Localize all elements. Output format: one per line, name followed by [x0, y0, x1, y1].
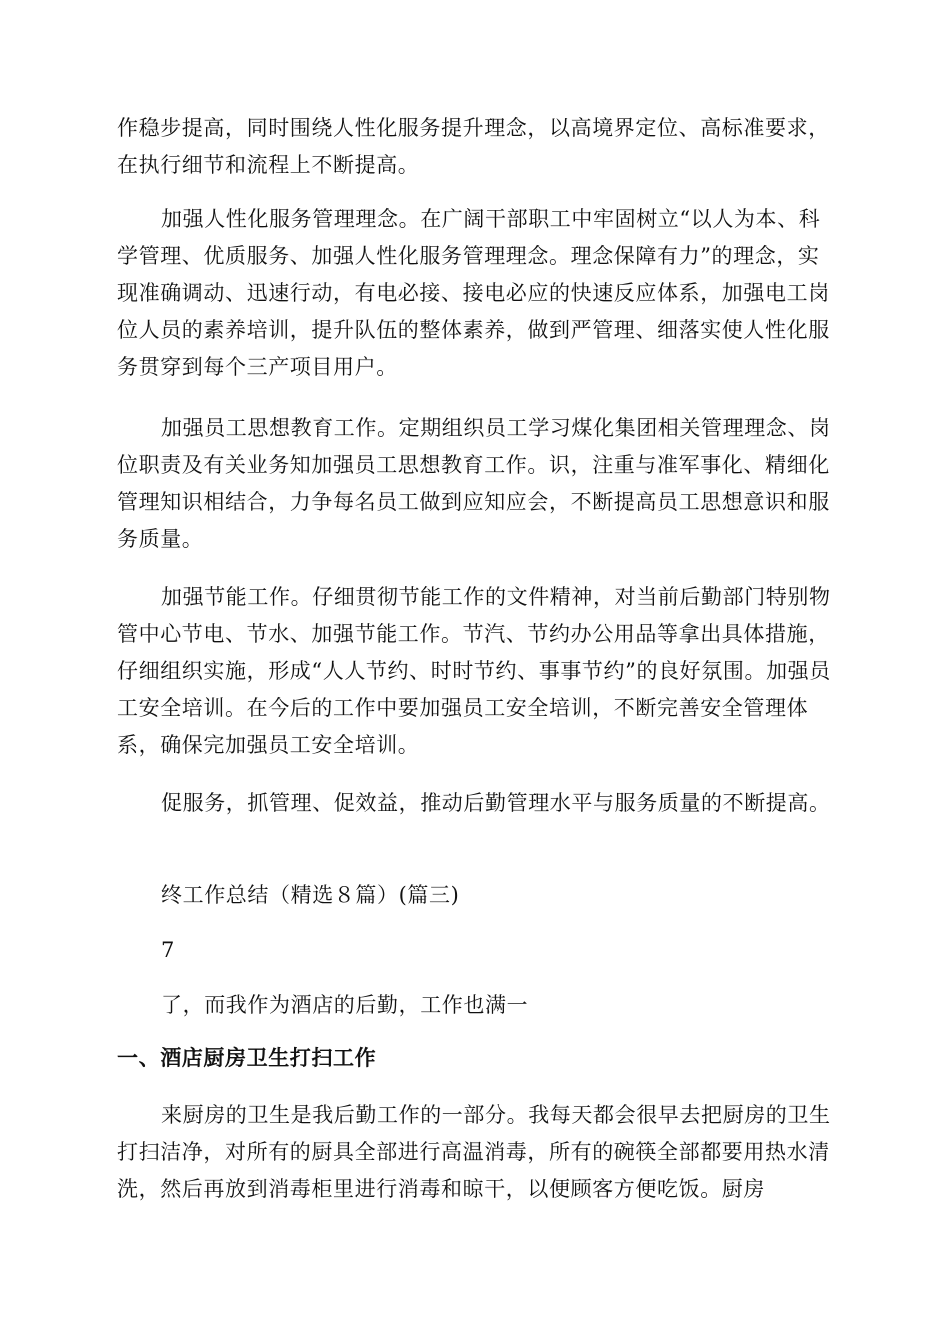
paragraph-9: 来厨房的卫生是我后勤工作的一部分。我每天都会很早去把厨房的卫生打扫洁净，对所有的厨具全部进行高温消毒，所有的碗筷全部都要用热水清洗，然后再放到消毒柜里进行消毒和晾干，以便顾客方便吃饭。厨房	[117, 1103, 831, 1201]
paragraph-7: 7	[161, 938, 175, 962]
paragraph-4: 加强节能工作。仔细贯彻节能工作的文件精神，对当前后勤部门特别物管中心节电、节水、加强节能工作。节汽、节约办公用品等拿出具体措施，仔细组织实施，形成“人人节约、时时节约、事事节约”的良好氛围。加强员工安全培训。在今后的工作中要加强员工安全培训，不断完善安全管理体系，确保完加强员工安全培训。	[117, 585, 831, 757]
paragraph-5: 促服务，抓管理、促效益，推动后勤管理水平与服务质量的不断提高。	[161, 791, 831, 815]
section-heading: 一、酒店厨房卫生打扫工作	[117, 1046, 377, 1070]
paragraph-8: 了，而我作为酒店的后勤，工作也满一	[161, 993, 529, 1017]
paragraph-6: 终工作总结（精选８篇）(篇三)	[161, 883, 460, 907]
paragraph-3: 加强员工思想教育工作。定期组织员工学习煤化集团相关管理理念、岗位职责及有关业务知加强员工思想教育工作。识，注重与准军事化、精细化管理知识相结合，力争每名员工做到应知应会，不断提高员工思想意识和服务质量。	[117, 416, 831, 551]
paragraph-2: 加强人性化服务管理理念。在广阔干部职工中牢固树立“以人为本、科学管理、优质服务、加强人性化服务管理理念。理念保障有力”的理念，实现准确调动、迅速行动，有电必接、接电必应的快速反应体系，加强电工岗位人员的素养培训，提升队伍的整体素养，做到严管理、细落实使人性化服务贯穿到每个三产项目用户。	[117, 207, 830, 379]
paragraph-1: 作稳步提高，同时围绕人性化服务提升理念，以高境界定位、高标准要求，在执行细节和流程上不断提高。	[117, 116, 830, 177]
